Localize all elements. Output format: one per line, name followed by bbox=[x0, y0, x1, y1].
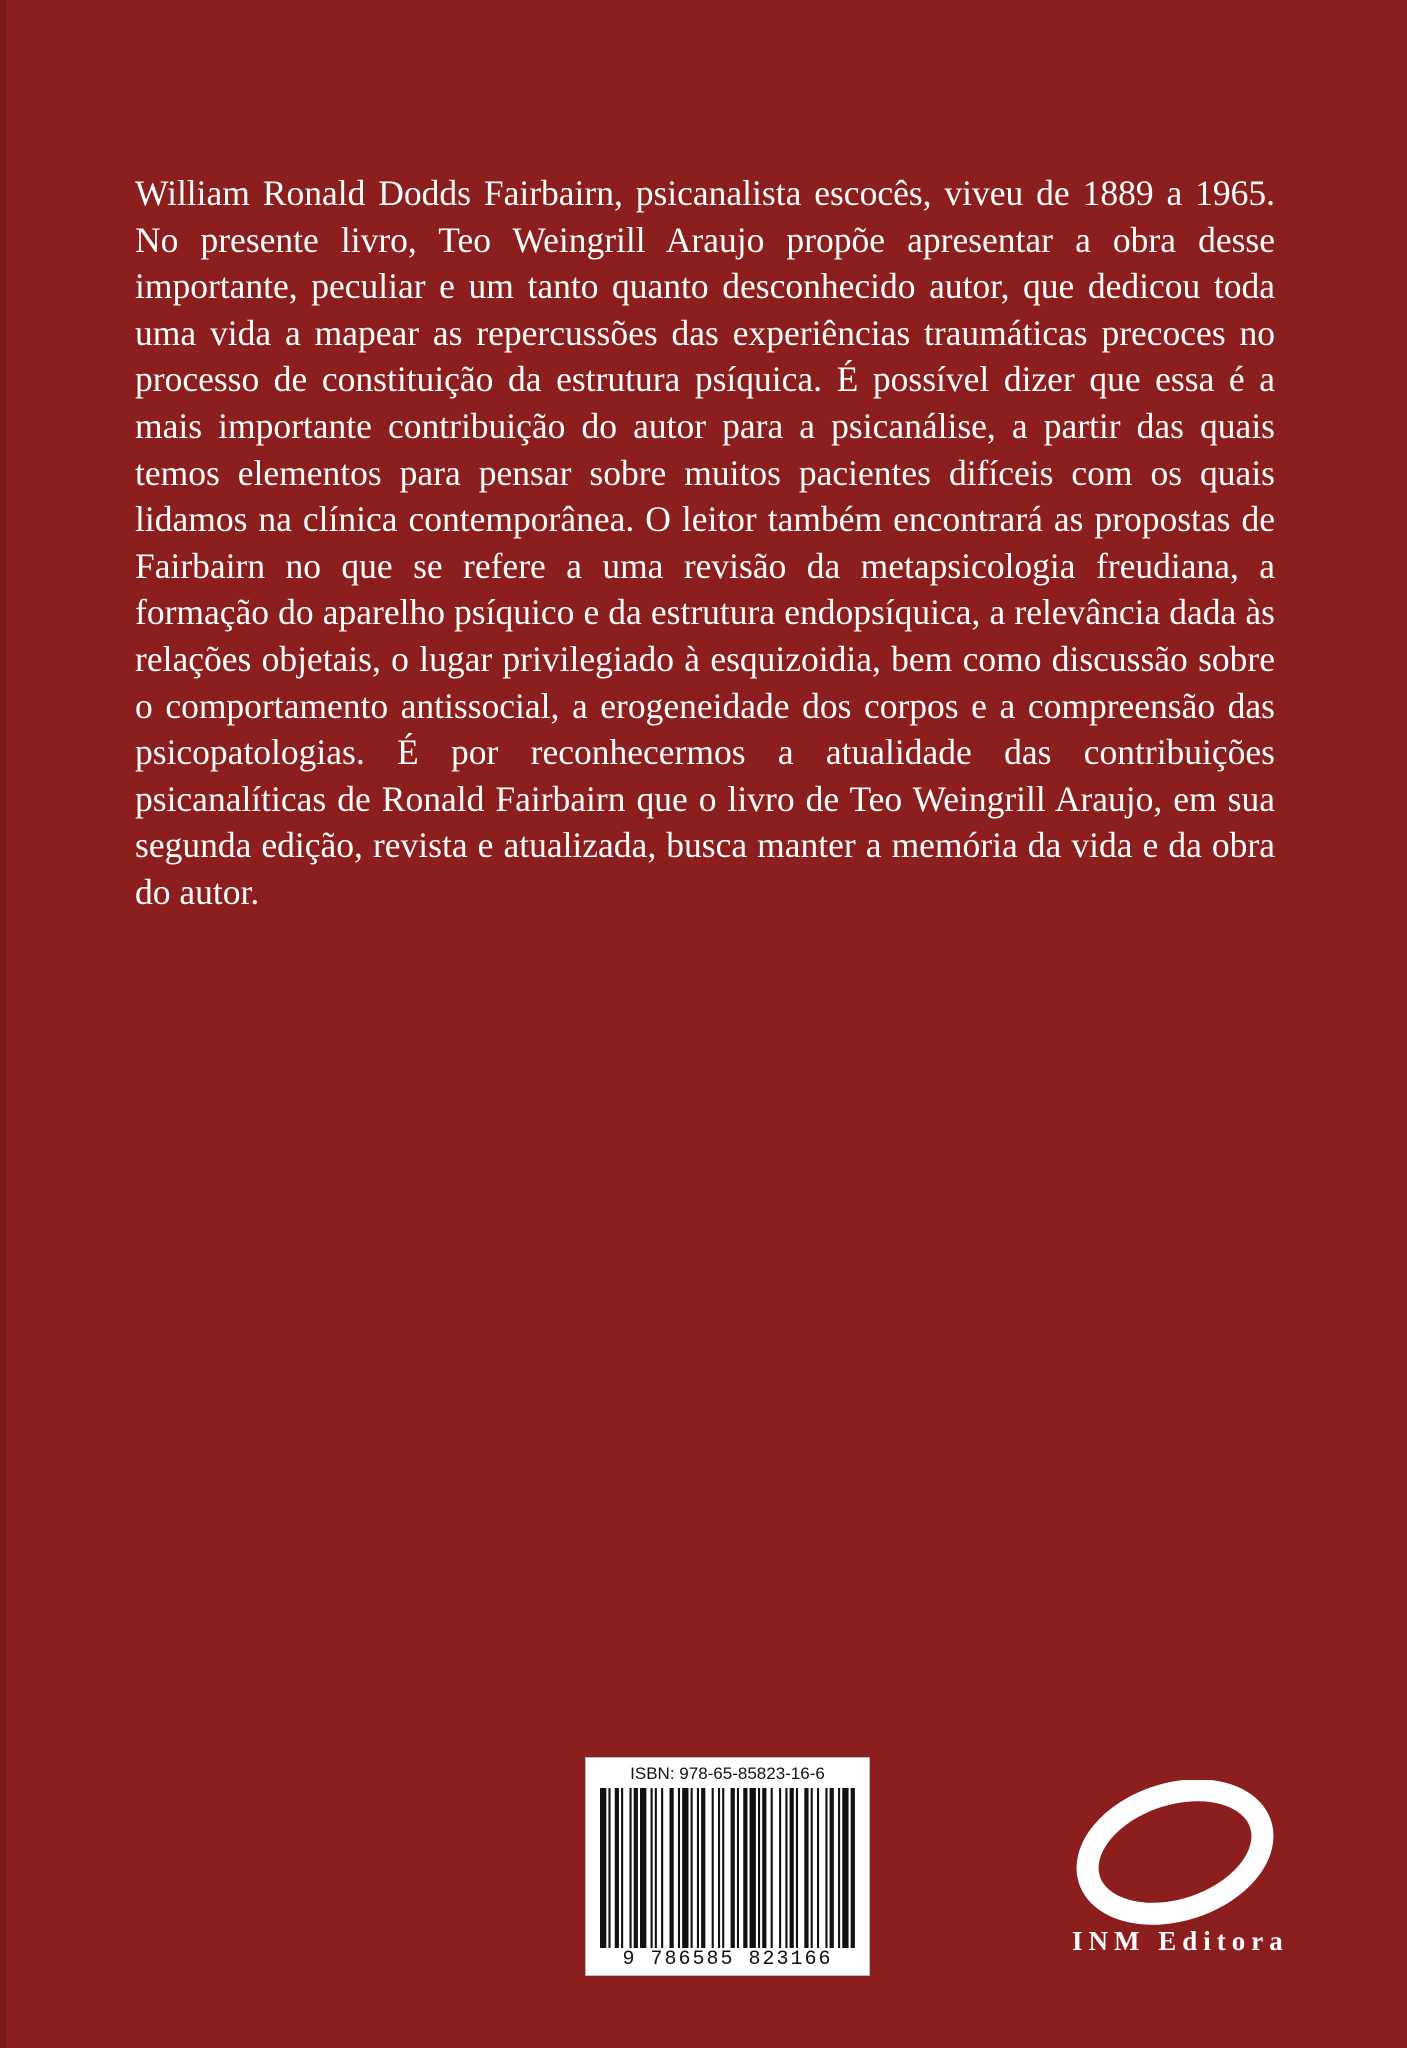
barcode-bar bbox=[779, 1788, 781, 1948]
barcode-bar bbox=[762, 1788, 766, 1948]
barcode-bar bbox=[842, 1788, 848, 1948]
barcode-bar bbox=[731, 1788, 735, 1948]
barcode-bar bbox=[615, 1788, 619, 1948]
barcode-bar bbox=[678, 1788, 680, 1948]
barcode-bar bbox=[640, 1788, 646, 1948]
barcode-bar bbox=[621, 1788, 623, 1948]
barcode-bar bbox=[743, 1788, 747, 1948]
barcode-bar bbox=[750, 1788, 756, 1948]
barcode-bar bbox=[796, 1788, 798, 1948]
barcode-bar bbox=[785, 1788, 787, 1948]
back-cover-blurb: William Ronald Dodds Fairbairn, psicanalista escocês, viveu de 1889 a 1965. No presente livro, Teo Weingrill Araujo propõe apresentar a obra desse importante, peculiar e um tanto quanto desconhecido autor, que dedicou toda uma vida a mapear as repercussões das experiências traumáticas precoces no processo de constituição da estrutura psíquica. É possível dizer que essa é a mais importante contribuição do autor para a psicanálise, a partir das quais temos elementos para pensar sobre muitos pacientes difíceis com os quais lidamos na clínica contemporânea. O leitor também encontrará as propostas de Fairbairn no que se refere a uma revisão da metapsicologia freudiana, a formação do aparelho psíquico e da estrutura endopsíquica, a relevância dada às relações objetais, o lugar privilegiado à esquizoidia, bem como discussão sobre o comportamento antissocial, a erogeneidade dos corpos e a compreensão das psicopatologias. É por reconhecermos a atualidade das contribuições psicanalíticas de Ronald Fairbairn que o livro de Teo Weingrill Araujo, em sua segunda edição, revista e atualizada, busca manter a memória da vida e da obra do autor. bbox=[135, 173, 1275, 912]
barcode-bar bbox=[651, 1788, 653, 1948]
barcode-bar bbox=[661, 1788, 663, 1948]
barcode-bar bbox=[817, 1788, 819, 1948]
barcode-bar bbox=[758, 1788, 760, 1948]
inm-editora-logo-icon bbox=[1070, 1780, 1280, 1930]
barcode-digits: 9 786585 823166 bbox=[622, 1948, 833, 1971]
barcode-bar bbox=[682, 1788, 688, 1948]
barcode-bar bbox=[691, 1788, 693, 1948]
barcode-bar bbox=[655, 1788, 657, 1948]
barcode-bar bbox=[825, 1788, 827, 1948]
barcode-bar bbox=[608, 1788, 610, 1948]
barcode-bar bbox=[851, 1788, 855, 1948]
isbn-barcode-box bbox=[585, 1757, 870, 1976]
barcode-bar bbox=[670, 1788, 674, 1948]
barcode-bar bbox=[830, 1788, 834, 1948]
barcode-bar bbox=[804, 1788, 808, 1948]
barcode-bars-icon bbox=[600, 1788, 857, 1948]
barcode-bar bbox=[701, 1788, 705, 1948]
barcode-bar bbox=[697, 1788, 699, 1948]
barcode-bar bbox=[634, 1788, 638, 1948]
barcode-bar bbox=[771, 1788, 773, 1948]
barcode-bar bbox=[712, 1788, 714, 1948]
barcode-bar bbox=[629, 1788, 631, 1948]
publisher-name: INM Editora bbox=[1072, 1926, 1289, 1956]
barcode-bar bbox=[737, 1788, 739, 1948]
barcode-bar bbox=[718, 1788, 720, 1948]
barcode-bar bbox=[811, 1788, 813, 1948]
barcode-bar bbox=[838, 1788, 840, 1948]
barcode-bar bbox=[722, 1788, 724, 1948]
barcode-bar bbox=[600, 1788, 606, 1948]
barcode-bar bbox=[790, 1788, 794, 1948]
isbn-label: ISBN: 978-65-85823-16-6 bbox=[630, 1764, 825, 1783]
